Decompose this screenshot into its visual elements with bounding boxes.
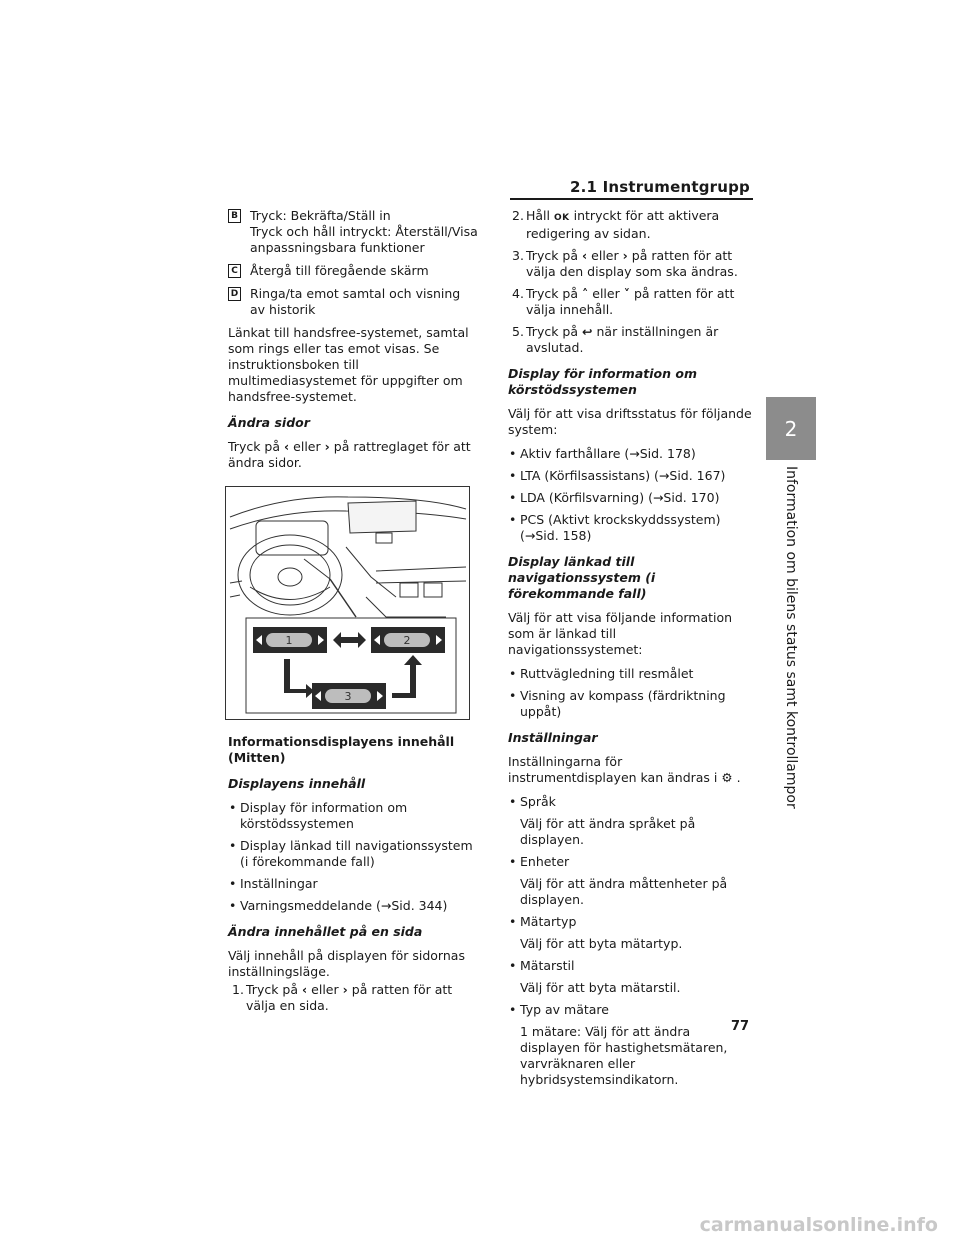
chevron-left-icon: ‹ <box>302 982 308 997</box>
key-item-c <box>228 263 478 279</box>
chapter-tab <box>766 397 816 460</box>
list-item: • Ruttvägledning till resmålet <box>508 666 753 682</box>
key-text: Tryck: Bekräfta/Ställ in <box>250 208 391 223</box>
chapter-side-title-text: Information om bilens status samt kontrollampor <box>783 466 799 809</box>
header-rule <box>510 198 753 200</box>
list-item: • Aktiv farthållare (→Sid. 178) <box>508 446 753 462</box>
list-item: • Mätartyp <box>508 914 753 930</box>
list-item: • PCS (Aktivt krockskyddssystem) (→Sid. 158) <box>508 512 753 544</box>
settings-text <box>508 754 753 786</box>
list-item: • Display för information om körstödssystemen <box>228 800 478 832</box>
list-item: • Typ av mätare <box>508 1002 753 1018</box>
gear-icon: ⚙ <box>721 770 733 785</box>
text-fragment: Tryck på <box>228 439 281 454</box>
chevron-right-icon: › <box>342 982 348 997</box>
chevron-down-icon: ˅ <box>623 286 630 301</box>
text-fragment: eller <box>293 439 321 454</box>
nav-text: Välj för att visa följande information som är länkad till navigationssystemet: <box>508 610 733 657</box>
chevron-right-icon: › <box>324 439 330 454</box>
change-content-text: Välj innehåll på displayen för sidornas inställningsläge. <box>228 948 465 979</box>
list-item: • LTA (Körfilsassistans) (→Sid. 167) <box>508 468 753 484</box>
list-item-desc: 1 mätare: Välj för att ändra displayen för hastighetsmätaren, varvräknaren eller hybridsystemsindikatorn. <box>520 1024 728 1087</box>
section-title: 2.1 Instrumentgrupp <box>570 178 750 196</box>
step-number: 1. <box>232 982 244 997</box>
text-fragment: Tryck på <box>526 248 579 263</box>
screen-3 <box>312 683 386 709</box>
screen-1 <box>253 627 327 653</box>
list-item-desc: Välj för att ändra språket på displayen. <box>520 816 696 847</box>
screen-2 <box>371 627 445 653</box>
nav-heading: Display länkad till navigationssystem (i förekommande fall) <box>508 554 656 601</box>
page-number: 77 <box>731 1019 750 1034</box>
text-fragment: på ratten för att välja en sida. <box>246 982 453 1013</box>
left-column <box>228 208 478 479</box>
dashboard-illustration <box>225 486 470 720</box>
key-item-d <box>228 286 478 318</box>
text-fragment: eller <box>592 286 620 301</box>
driver-support-text: Välj för att visa driftsstatus för följande system: <box>508 406 752 437</box>
content-heading: Informationsdisplayens innehåll (Mitten) <box>228 734 455 765</box>
text-fragment: Inställningarna för instrumentdisplayen kan ändras i <box>508 754 718 785</box>
list-item: • Enheter <box>508 854 753 870</box>
text-fragment: Håll <box>526 208 551 223</box>
back-arrow-icon: ↩ <box>582 324 593 339</box>
step-4 <box>508 286 753 318</box>
text-fragment: på rattreglaget för att ändra sidor. <box>228 439 471 470</box>
list-item-desc: Välj för att ändra måttenheter på displayen. <box>520 876 728 907</box>
dashboard-drawing <box>226 487 469 719</box>
list-item-desc: Välj för att byta mätartyp. <box>520 936 683 951</box>
chevron-up-icon: ˄ <box>582 286 589 301</box>
key-text: Återgå till föregående skärm <box>250 263 429 278</box>
key-text: Ringa/ta emot samtal och visning av historik <box>250 286 461 317</box>
chevron-left-icon: ‹ <box>284 439 290 454</box>
list-item: • Varningsmeddelande (→Sid. 344) <box>228 898 478 914</box>
step-1 <box>228 982 478 1014</box>
text-fragment: eller <box>591 248 619 263</box>
chapter-number: 2 <box>784 416 798 441</box>
list-item-desc: Välj för att byta mätarstil. <box>520 980 681 995</box>
change-pages-text <box>228 439 478 471</box>
step-number: 3. <box>512 248 524 263</box>
text-fragment: på ratten för att välja innehåll. <box>526 286 735 317</box>
key-text: Tryck och håll intryckt: Återställ/Visa anpassningsbara funktioner <box>250 224 478 255</box>
screen-label-3: 3 <box>344 690 352 703</box>
text-fragment: när inställningen är avslutad. <box>526 324 719 355</box>
chevron-right-icon: › <box>622 248 628 263</box>
watermark: carmanualsonline.info <box>699 1214 938 1236</box>
step-number: 4. <box>512 286 524 301</box>
key-item-b <box>228 208 478 256</box>
left-column-lower <box>228 734 478 1020</box>
text-fragment: Tryck på <box>526 286 579 301</box>
right-column <box>508 208 753 1094</box>
step-2 <box>508 208 753 242</box>
settings-heading: Inställningar <box>508 730 598 745</box>
change-content-heading: Ändra innehållet på en sida <box>228 924 423 939</box>
key-label: D <box>228 287 241 301</box>
screen-label-1: 1 <box>285 634 293 647</box>
list-item: • Visning av kompass (färdriktning uppåt) <box>508 688 753 720</box>
text-fragment: intryckt för att aktivera redigering av sidan. <box>526 208 720 241</box>
screen-label-2: 2 <box>403 634 411 647</box>
list-item: • Mätarstil <box>508 958 753 974</box>
text-fragment: på ratten för att välja den display som ska ändras. <box>526 248 738 279</box>
key-label: C <box>228 264 241 278</box>
display-content-heading: Displayens innehåll <box>228 776 366 791</box>
key-label: B <box>228 209 241 223</box>
chevron-left-icon: ‹ <box>582 248 588 263</box>
text-fragment: eller <box>311 982 339 997</box>
change-pages-heading: Ändra sidor <box>228 415 310 430</box>
list-item: • Språk <box>508 794 753 810</box>
driver-support-heading: Display för information om körstödssystemen <box>508 366 697 397</box>
step-number: 2. <box>512 208 524 223</box>
step-number: 5. <box>512 324 524 339</box>
text-fragment: Tryck på <box>246 982 299 997</box>
step-3 <box>508 248 753 280</box>
handsfree-note: Länkat till handsfree-systemet, samtal som rings eller tas emot visas. Se instruktionsboken till multimediasystemet för uppgifter om handsfree-systemet. <box>228 325 469 404</box>
ok-icon: OK <box>554 213 570 223</box>
step-5 <box>508 324 753 356</box>
chapter-side-title <box>766 466 816 826</box>
list-item: • Inställningar <box>228 876 478 892</box>
list-item: • Display länkad till navigationssystem (i förekommande fall) <box>228 838 478 870</box>
text-fragment: Tryck på <box>526 324 579 339</box>
text-fragment: . <box>736 770 741 785</box>
list-item: • LDA (Körfilsvarning) (→Sid. 170) <box>508 490 753 506</box>
